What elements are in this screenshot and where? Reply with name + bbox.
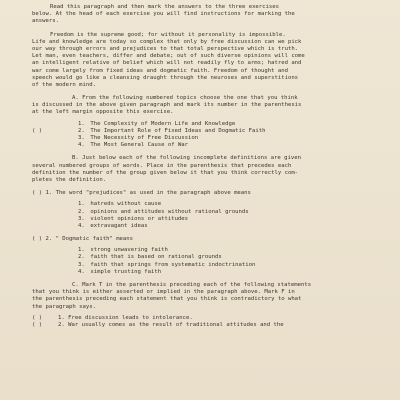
- option-text: violent opinions or attitudes: [90, 215, 189, 222]
- paragraph-line: our way through errors and prejudices to that total perspective which is truth.: [32, 45, 299, 52]
- option-text: extravagant ideas: [90, 222, 148, 229]
- option-text: simple trusting faith: [90, 268, 162, 275]
- intro-line: answers.: [32, 18, 59, 25]
- intro-line: Read this paragraph and then mark the answers to the three exercises: [50, 4, 280, 10]
- question-2-option: [32, 247, 384, 254]
- option-number: 2.: [78, 254, 85, 261]
- exercise-a-option: [32, 142, 384, 149]
- intro-line: below. At the head of each exercise you will find instructions for marking the: [32, 11, 295, 18]
- option-text: hatreds without cause: [90, 201, 162, 208]
- question-2-option: [32, 269, 384, 276]
- exercise-a-instruction: A. From the following numbered topics choose the one that you think: [72, 95, 298, 102]
- question-1-option: [32, 209, 384, 216]
- exercise-c-instruction: the paragraph says.: [32, 303, 96, 310]
- paragraph-line: speech would go like a cleansing draught through the neuroses and superstitions: [32, 74, 299, 81]
- option-text: strong unwavering faith: [90, 247, 168, 254]
- paragraph-line: an intelligent relative of belief which will not readily fly to arms; hatred and: [32, 60, 302, 67]
- option-text: faith that is based on rational grounds: [90, 254, 222, 261]
- exercise-c-statement: [32, 322, 384, 329]
- option-number: 2.: [78, 127, 85, 134]
- answer-parenthesis[interactable]: ( ): [32, 314, 43, 321]
- exercise-a-option: [32, 135, 384, 142]
- option-number: 3.: [78, 135, 85, 141]
- option-number: 2.: [78, 208, 85, 215]
- exercise-a-instruction: at the left margin opposite this exercise.: [32, 109, 174, 116]
- exam-sheet: [32, 0, 384, 329]
- option-number: 1.: [78, 120, 85, 127]
- exercise-a-instruction: is discussed in the above given paragraph and mark its number in the parenthesis: [32, 102, 302, 109]
- exercise-c-statement: [32, 315, 384, 322]
- answer-parenthesis[interactable]: ( ): [32, 321, 43, 328]
- exercise-a-option: [32, 121, 384, 128]
- option-text: opinions and attitudes without rational grounds: [90, 208, 249, 215]
- question-1-option: [32, 223, 384, 230]
- paragraph-line: war come largely from fixed ideas and dogmatic faith. Freedom of thought and: [32, 67, 288, 74]
- statement-text: 1. Free discussion leads to intolerance.: [58, 314, 193, 321]
- exercise-c-instruction: the parenthesis preceding each statement that you think is contradictory to what: [32, 296, 302, 303]
- option-text: The Most General Cause of War: [90, 142, 189, 149]
- option-number: 4.: [78, 142, 85, 149]
- question-2-option: [32, 262, 384, 269]
- option-number: 4.: [78, 268, 85, 275]
- exercise-b-instruction: definition the number of the group given below it that you think correctly com-: [32, 169, 299, 176]
- option-text: The Necessity of Free Discussion: [90, 135, 199, 141]
- exercise-c-instruction: that you think is either asserted or implied in the paragraph above. Mark F in: [32, 289, 295, 296]
- exercise-c-instruction: C. Mark T in the parenthesis preceding each of the following statements: [72, 282, 312, 288]
- paragraph-line: Let man, even teachers, differ and debate; out of such diverse opinions will come: [32, 53, 305, 60]
- paragraph-line: of the modern mind.: [32, 81, 96, 88]
- exercise-b-instruction: pletes the definition.: [32, 176, 107, 183]
- statement-text: 2. War usually comes as the result of traditional attitudes and the: [58, 321, 284, 328]
- option-text: The Important Role of Fixed Ideas and Dogmatic Faith: [90, 127, 266, 134]
- question-2-option: [32, 254, 384, 261]
- question-2-label[interactable]: ( ) 2. " Dogmatic faith" means: [32, 236, 134, 243]
- option-text: faith that springs from systematic indoctrination: [90, 261, 256, 268]
- option-number: 3.: [78, 261, 85, 268]
- option-number: 3.: [78, 215, 85, 222]
- option-number: 1.: [78, 201, 85, 208]
- exercise-a-option: [32, 128, 384, 135]
- question-1-option: [32, 216, 384, 223]
- paragraph-line: Life and knowledge are today so complex that only by free discussion can we pick: [32, 38, 302, 45]
- question-1-option: [32, 201, 384, 208]
- answer-parenthesis[interactable]: ( ): [32, 127, 43, 134]
- option-number: 4.: [78, 222, 85, 229]
- question-1-label[interactable]: ( ) 1. The word "prejudices" as used in the paragraph above means: [32, 190, 251, 197]
- exercise-b-instruction: several numbered groups of words. Place in the parenthesis that precedes each: [32, 162, 292, 169]
- option-number: 1.: [78, 247, 85, 254]
- exercise-b-instruction: B. Just below each of the following incomplete definitions are given: [72, 155, 302, 162]
- paragraph-line: Freedom is the supreme good; for without it personality is impossible.: [50, 31, 286, 38]
- option-text: The Complexity of Modern Life and Knowledge: [90, 120, 236, 127]
